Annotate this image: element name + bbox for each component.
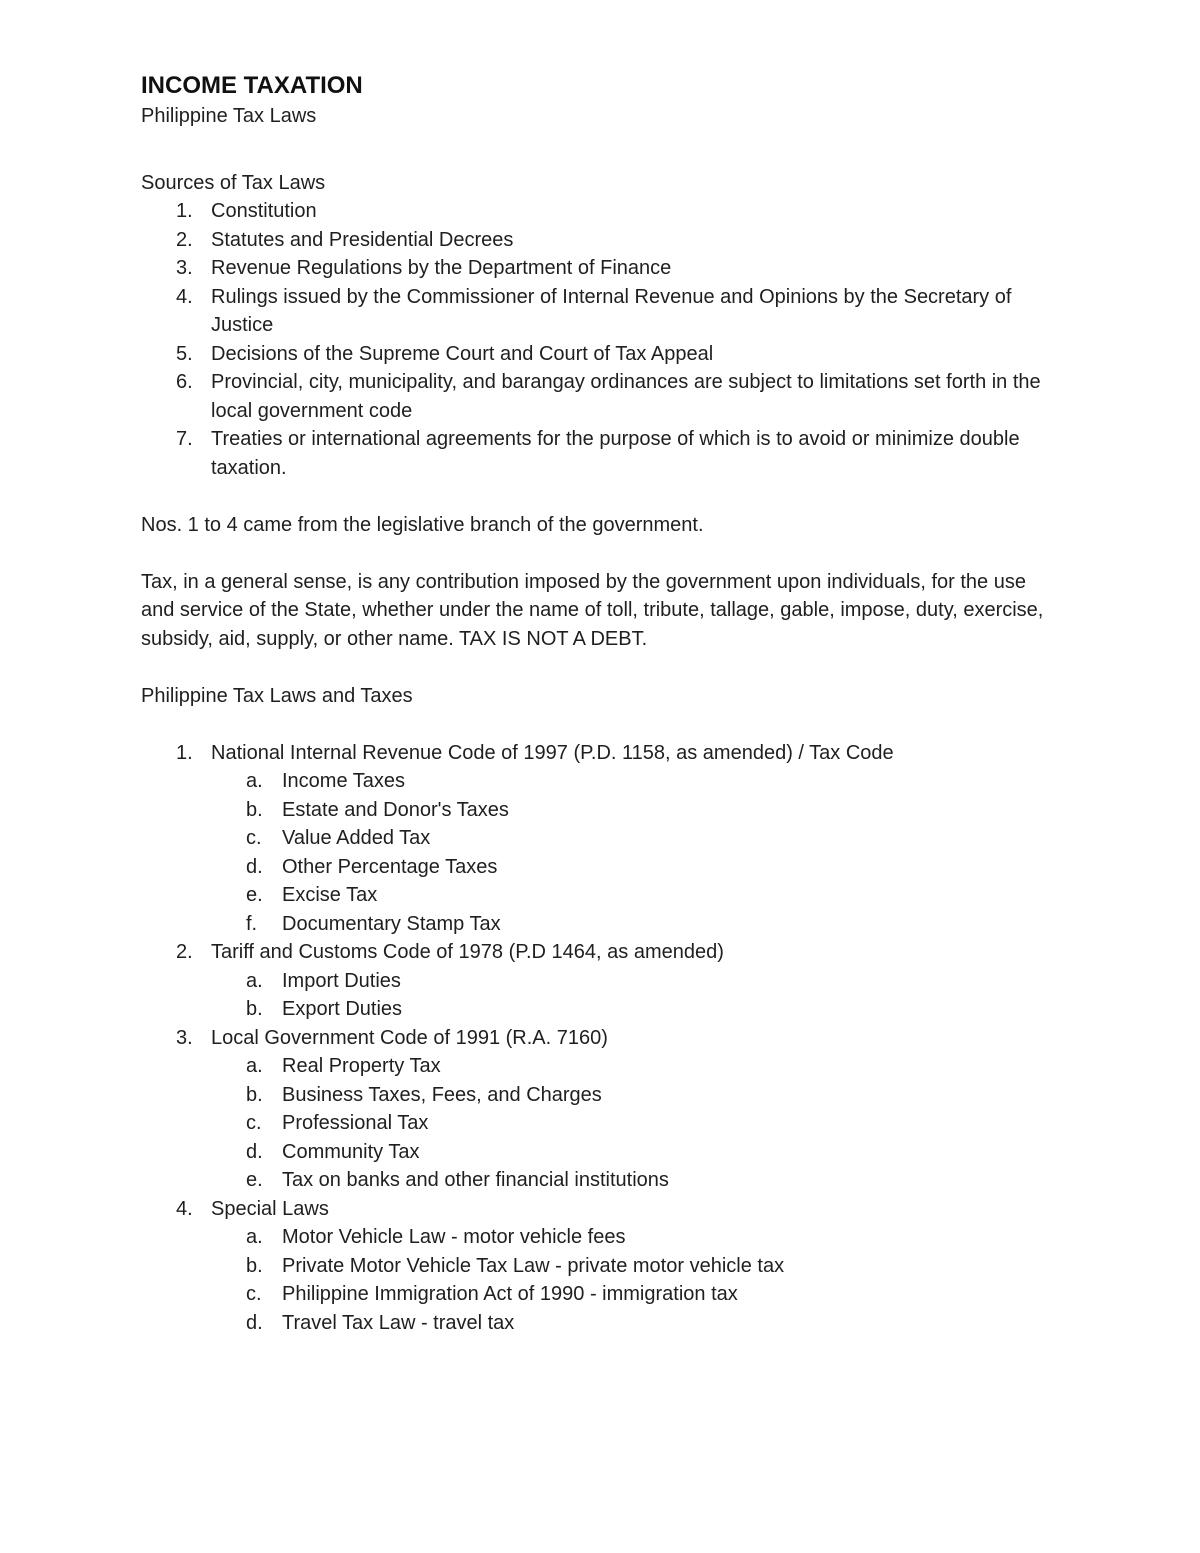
- sub-list-letter: f.: [246, 912, 258, 935]
- sub-list: [211, 1052, 1060, 1195]
- list-item-text: Treaties or international agreements for the purpose of which is to avoid or minimize double taxation.: [211, 428, 1020, 479]
- sub-list-item: [211, 1309, 1060, 1338]
- sub-list-letter: c.: [246, 1112, 262, 1134]
- laws-list: [141, 739, 1060, 1338]
- spacer: [141, 131, 1060, 169]
- list-number: 5.: [176, 342, 193, 365]
- sub-list-item: [211, 995, 1060, 1024]
- sub-list-item: [211, 853, 1060, 882]
- sub-list-letter: c.: [246, 1283, 262, 1305]
- sub-list: [211, 1223, 1060, 1337]
- sub-list-item: [211, 967, 1060, 996]
- list-number: 3.: [176, 1026, 193, 1049]
- sub-list-text: Tax on banks and other financial institutions: [282, 1169, 669, 1191]
- sub-list-item: [211, 1138, 1060, 1167]
- legislative-note: Nos. 1 to 4 came from the legislative branch of the government.: [141, 513, 704, 536]
- sub-list-letter: d.: [246, 1140, 263, 1163]
- spacer: [141, 539, 1060, 568]
- sub-list-letter: a.: [246, 1226, 263, 1248]
- list-item-text: National Internal Revenue Code of 1997 (P.D. 1158, as amended) / Tax Code: [211, 741, 894, 764]
- sub-list-item: [211, 1166, 1060, 1195]
- sub-list-item: [211, 881, 1060, 910]
- list-item: [141, 283, 1060, 340]
- sub-list-letter: e.: [246, 1169, 263, 1191]
- page-title: INCOME TAXATION: [141, 72, 363, 99]
- sub-list-item: [211, 1109, 1060, 1138]
- sub-list-letter: a.: [246, 969, 263, 992]
- list-item: [141, 739, 1060, 939]
- sub-list-letter: a.: [246, 1055, 263, 1077]
- sub-list-letter: e.: [246, 884, 263, 906]
- sub-list-letter: d.: [246, 1311, 263, 1334]
- sub-list: [211, 967, 1060, 1024]
- list-item: [141, 938, 1060, 1024]
- tax-definition: Tax, in a general sense, is any contribution imposed by the government upon individuals, for the use and service of the State, whether under the name of toll, tribute, tallage, gable, impose, duty, exercise, subsidy, aid, supply, or other name. TAX IS NOT A DEBT.: [141, 570, 1044, 650]
- sub-list-item: [211, 1052, 1060, 1081]
- list-number: 4.: [176, 285, 193, 308]
- spacer: [141, 710, 1060, 739]
- list-number: 4.: [176, 1197, 193, 1220]
- list-number: 7.: [176, 428, 193, 450]
- sub-list-text: Export Duties: [282, 998, 403, 1020]
- sub-list-text: Excise Tax: [282, 884, 378, 906]
- sub-list-text: Import Duties: [282, 969, 401, 992]
- sub-list-item: [211, 767, 1060, 796]
- spacer: [141, 653, 1060, 682]
- list-item-text: Provincial, city, municipality, and barangay ordinances are subject to limitations set forth in the local government code: [211, 371, 1041, 422]
- list-item: [141, 1024, 1060, 1195]
- list-item: [141, 340, 1060, 369]
- list-number: 6.: [176, 371, 193, 393]
- laws-heading: Philippine Tax Laws and Taxes: [141, 684, 413, 707]
- sub-list-text: Philippine Immigration Act of 1990 - immigration tax: [282, 1283, 738, 1305]
- sub-list: [211, 767, 1060, 938]
- list-item: [141, 1195, 1060, 1338]
- sub-list-text: Professional Tax: [282, 1112, 429, 1134]
- sub-list-text: Community Tax: [282, 1140, 420, 1163]
- sub-list-item: [211, 824, 1060, 853]
- list-item: [141, 197, 1060, 226]
- list-item: [141, 254, 1060, 283]
- list-item-text: Local Government Code of 1991 (R.A. 7160): [211, 1026, 608, 1049]
- list-item: [141, 425, 1060, 482]
- sub-list-item: [211, 910, 1060, 939]
- sub-list-text: Private Motor Vehicle Tax Law - private motor vehicle tax: [282, 1254, 785, 1277]
- sub-list-text: Travel Tax Law - travel tax: [282, 1311, 515, 1334]
- sub-list-item: [211, 1252, 1060, 1281]
- list-number: 1.: [176, 200, 193, 222]
- sub-list-text: Documentary Stamp Tax: [282, 912, 501, 935]
- list-item: [141, 368, 1060, 425]
- sub-list-text: Real Property Tax: [282, 1055, 441, 1077]
- list-item-text: Special Laws: [211, 1197, 329, 1220]
- sub-list-letter: c.: [246, 827, 262, 849]
- sub-list-text: Value Added Tax: [282, 827, 431, 849]
- sub-list-text: Income Taxes: [282, 770, 406, 792]
- sub-list-item: [211, 1081, 1060, 1110]
- sub-list-letter: a.: [246, 770, 263, 792]
- sources-heading: Sources of Tax Laws: [141, 171, 326, 194]
- list-item-text: Revenue Regulations by the Department of Finance: [211, 257, 672, 279]
- list-item-text: Tariff and Customs Code of 1978 (P.D 1464, as amended): [211, 941, 724, 963]
- sub-list-text: Business Taxes, Fees, and Charges: [282, 1083, 602, 1106]
- list-item-text: Statutes and Presidential Decrees: [211, 228, 514, 251]
- sub-list-letter: b.: [246, 998, 263, 1020]
- sub-list-text: Other Percentage Taxes: [282, 855, 498, 878]
- list-number: 3.: [176, 257, 193, 279]
- sub-list-text: Estate and Donor's Taxes: [282, 798, 509, 821]
- sub-list-letter: b.: [246, 1254, 263, 1277]
- sub-list-item: [211, 796, 1060, 825]
- list-item: [141, 226, 1060, 255]
- sub-list-item: [211, 1223, 1060, 1252]
- list-number: 1.: [176, 741, 193, 764]
- list-item-text: Decisions of the Supreme Court and Court of Tax Appeal: [211, 342, 714, 365]
- sub-list-letter: d.: [246, 855, 263, 878]
- list-item-text: Rulings issued by the Commissioner of Internal Revenue and Opinions by the Secretary of Justice: [211, 285, 1012, 336]
- sub-list-item: [211, 1280, 1060, 1309]
- sources-list: [141, 197, 1060, 482]
- list-item-text: Constitution: [211, 200, 317, 222]
- page-subtitle: Philippine Tax Laws: [141, 105, 317, 127]
- sub-list-letter: b.: [246, 1083, 263, 1106]
- list-number: 2.: [176, 941, 193, 963]
- spacer: [141, 482, 1060, 511]
- list-number: 2.: [176, 228, 193, 251]
- sub-list-letter: b.: [246, 798, 263, 821]
- sub-list-text: Motor Vehicle Law - motor vehicle fees: [282, 1226, 626, 1248]
